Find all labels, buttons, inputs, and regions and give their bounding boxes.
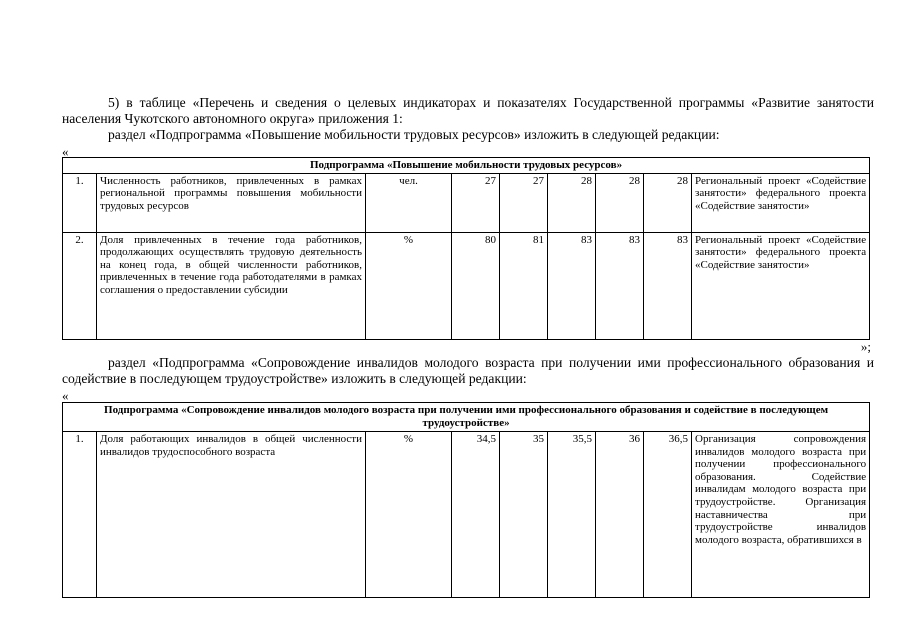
value-cell: 28 <box>596 173 644 232</box>
value-cell: 83 <box>644 232 692 339</box>
source-cell: Региональный проект «Содействие занятости» федерального проекта «Содействие занятости» <box>692 232 870 339</box>
unit-cell: % <box>366 232 452 339</box>
opening-quote-2: « <box>62 388 69 403</box>
opening-quote-1: « <box>62 144 69 159</box>
source-cell: Организация сопровождения инвалидов молодого возраста при получении профессионального образования. Содействие инвалидам молодого возраста при трудоустройстве. Организация наставничества при трудоустройстве инвалидов молодого возраста, обратившихся в <box>692 432 870 598</box>
row-number: 2. <box>63 232 97 339</box>
unit-cell: чел. <box>366 173 452 232</box>
value-cell: 35,5 <box>548 432 596 598</box>
value-cell: 80 <box>452 232 500 339</box>
table1-section-title: Подпрограмма «Повышение мобильности трудовых ресурсов» <box>63 158 870 174</box>
section-instruction-2: раздел «Подпрограмма «Сопровождение инвалидов молодого возраста при получении ими профессионального образования и содействие в последующем трудоустройстве» изложить в следующей редакции: <box>62 355 874 386</box>
row-number: 1. <box>63 173 97 232</box>
intro-paragraph: 5) в таблице «Перечень и сведения о целевых индикаторах и показателях Государственной программы «Развитие занятости населения Чукотского автономного округа» приложения 1: <box>62 95 874 126</box>
table-row <box>63 173 870 232</box>
value-cell: 27 <box>452 173 500 232</box>
value-cell: 35 <box>500 432 548 598</box>
value-cell: 36,5 <box>644 432 692 598</box>
table-row <box>63 432 870 598</box>
indicator-name: Доля привлеченных в течение года работников, продолжающих осуществлять трудовую деятельность на конец года, в общей численности работников, привлеченных в течение года работодателями в рамках соглашения о предоставлении субсидии <box>97 232 366 339</box>
value-cell: 81 <box>500 232 548 339</box>
row-number: 1. <box>63 432 97 598</box>
indicator-name: Численность работников, привлеченных в рамках региональной программы повышения мобильности трудовых ресурсов <box>97 173 366 232</box>
table-row <box>63 232 870 339</box>
indicator-table-2 <box>62 402 870 598</box>
source-cell: Региональный проект «Содействие занятости» федерального проекта «Содействие занятости» <box>692 173 870 232</box>
closing-quote-1: »; <box>860 339 871 354</box>
table2-section-title: Подпрограмма «Сопровождение инвалидов молодого возраста при получении ими профессионального образования и содействие в последующем трудоустройстве» <box>63 403 870 432</box>
value-cell: 36 <box>596 432 644 598</box>
indicator-name: Доля работающих инвалидов в общей численности инвалидов трудоспособного возраста <box>97 432 366 598</box>
value-cell: 83 <box>548 232 596 339</box>
indicator-table-1 <box>62 157 870 340</box>
value-cell: 28 <box>644 173 692 232</box>
value-cell: 28 <box>548 173 596 232</box>
unit-cell: % <box>366 432 452 598</box>
value-cell: 27 <box>500 173 548 232</box>
value-cell: 34,5 <box>452 432 500 598</box>
section-instruction-1: раздел «Подпрограмма «Повышение мобильности трудовых ресурсов» изложить в следующей редакции: <box>108 127 720 142</box>
value-cell: 83 <box>596 232 644 339</box>
